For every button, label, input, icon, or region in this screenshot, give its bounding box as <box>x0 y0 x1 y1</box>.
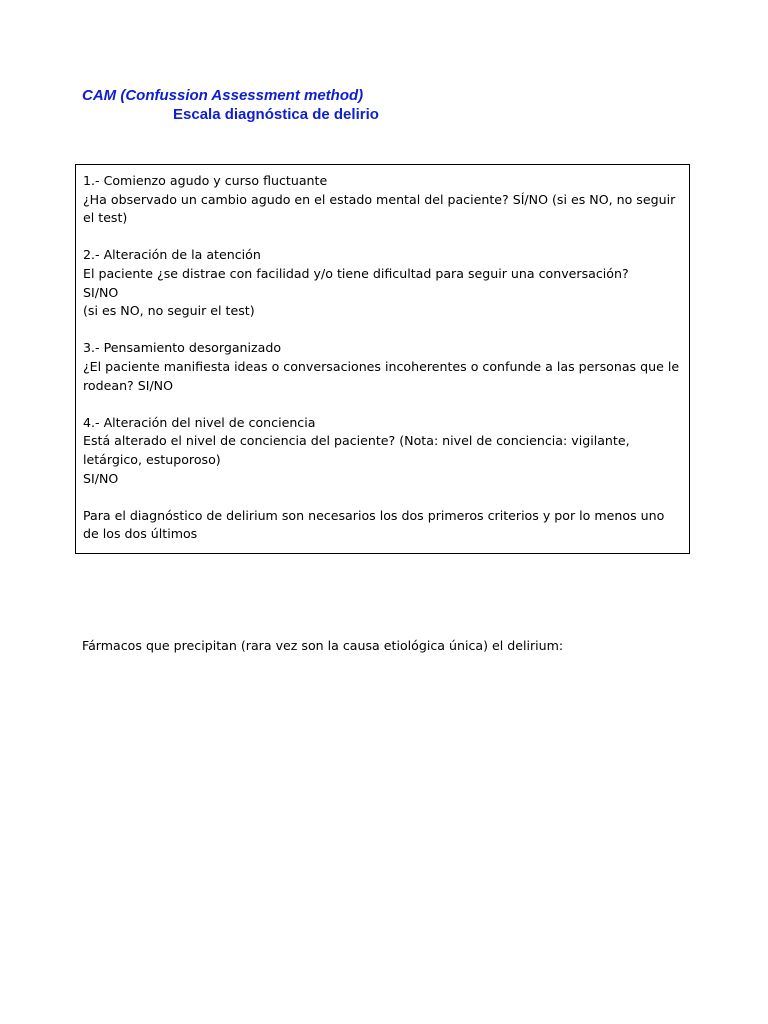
criterion-3 <box>83 339 682 395</box>
criterion-4-question: Está alterado el nivel de conciencia del paciente? (Nota: nivel de conciencia: vigilante, letárgico, estuporoso) <box>83 433 630 467</box>
criterion-2-note: (si es NO, no seguir el test) <box>83 303 255 319</box>
document-subtitle: Escala diagnóstica de delirio <box>173 106 379 123</box>
criterion-4 <box>83 414 682 488</box>
criteria-box <box>75 164 690 554</box>
diagnosis-conclusion: Para el diagnóstico de delirium son necesarios los dos primeros criterios y por lo menos uno de los dos últimos <box>83 507 665 542</box>
criterion-2-heading: 2.- Alteración de la atención <box>83 247 261 263</box>
criterion-2-question: El paciente ¿se distrae con facilidad y/o tiene dificultad para seguir una conversación? <box>83 265 629 281</box>
criterion-3-question: ¿El paciente manifiesta ideas o conversaciones incoherentes o confunde a las personas que le rodean? SI/NO <box>83 358 680 393</box>
criterion-1 <box>83 172 682 228</box>
criterion-1-question: ¿Ha observado un cambio agudo en el estado mental del paciente? SÍ/NO (si es NO, no seguir el test) <box>83 191 676 226</box>
criterion-1-heading: 1.- Comienzo agudo y curso fluctuante <box>83 173 328 188</box>
document-title: CAM (Confussion Assessment method) <box>82 87 364 104</box>
criterion-2 <box>83 246 682 320</box>
drugs-intro-text: Fármacos que precipitan (rara vez son la causa etiológica única) el delirium: <box>82 638 564 653</box>
criterion-2-answer: SI/NO <box>83 284 119 300</box>
criterion-3-heading: 3.- Pensamiento desorganizado <box>83 340 282 356</box>
criterion-4-heading: 4.- Alteración del nivel de conciencia <box>83 414 316 430</box>
criterion-4-answer: SI/NO <box>83 470 119 486</box>
